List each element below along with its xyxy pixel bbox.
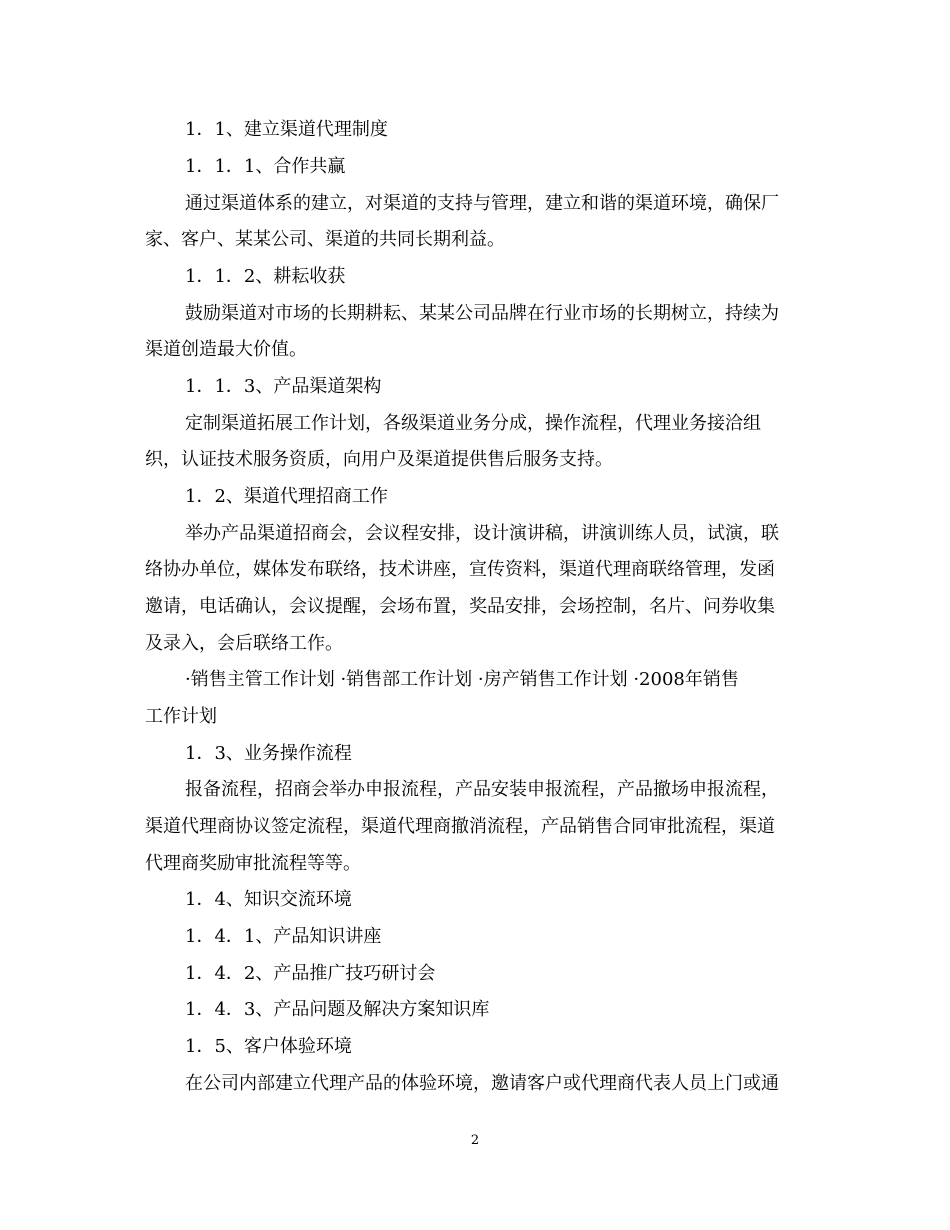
paragraph-line: 络协办单位，媒体发布联络，技术讲座，宣传资料，渠道代理商联络管理，发函 (145, 559, 775, 580)
paragraph-line: 代理商奖励审批流程等等。 (145, 853, 361, 874)
heading-1-2: 1．2、渠道代理招商工作 (185, 486, 388, 507)
heading-1-1: 1．1、建立渠道代理制度 (185, 119, 388, 140)
paragraph-line: 鼓励渠道对市场的长期耕耘、某某公司品牌在行业市场的长期树立，持续为 (185, 303, 779, 324)
paragraph-line: 渠道创造最大价值。 (145, 339, 307, 360)
paragraph-line: 家、客户、某某公司、渠道的共同长期利益。 (145, 229, 505, 250)
heading-1-4: 1．4、知识交流环境 (185, 889, 352, 910)
related-links-line: 工作计划 (145, 706, 217, 727)
paragraph-line: 渠道代理商协议签定流程，渠道代理商撤消流程，产品销售合同审批流程，渠道 (145, 816, 775, 837)
paragraph-line: 及录入，会后联络工作。 (145, 633, 343, 654)
heading-1-3: 1．3、业务操作流程 (185, 743, 352, 764)
paragraph-line: 定制渠道拓展工作计划，各级渠道业务分成，操作流程，代理业务接洽组 (185, 413, 761, 434)
heading-1-4-3: 1．4．3、产品问题及解决方案知识库 (185, 999, 490, 1020)
paragraph-line: 邀请，电话确认，会议提醒，会场布置，奖品安排，会场控制，名片、问券收集 (145, 596, 775, 617)
paragraph-line: 举办产品渠道招商会，会议程安排，设计演讲稿，讲演训练人员，试演，联 (185, 523, 779, 544)
paragraph-line: 织，认证技术服务资质，向用户及渠道提供售后服务支持。 (145, 449, 613, 470)
heading-1-1-2: 1．1．2、耕耘收获 (185, 266, 346, 287)
paragraph-line: 在公司内部建立代理产品的体验环境，邀请客户或代理商代表人员上门或通 (185, 1073, 779, 1094)
paragraph-line: 报备流程，招商会举办申报流程，产品安装申报流程，产品撤场申报流程， (185, 779, 779, 800)
heading-1-1-3: 1．1．3、产品渠道架构 (185, 376, 382, 397)
heading-1-1-1: 1．1．1、合作共赢 (185, 156, 346, 177)
page-number: 2 (470, 1133, 480, 1148)
paragraph-line: 通过渠道体系的建立，对渠道的支持与管理，建立和谐的渠道环境，确保厂 (185, 193, 779, 214)
heading-1-4-1: 1．4．1、产品知识讲座 (185, 926, 382, 947)
related-links-line: ·销售主管工作计划 ·销售部工作计划 ·房产销售工作计划 ·2008年销售 (185, 669, 739, 690)
heading-1-5: 1．5、客户体验环境 (185, 1036, 352, 1057)
heading-1-4-2: 1．4．2、产品推广技巧研讨会 (185, 963, 436, 984)
